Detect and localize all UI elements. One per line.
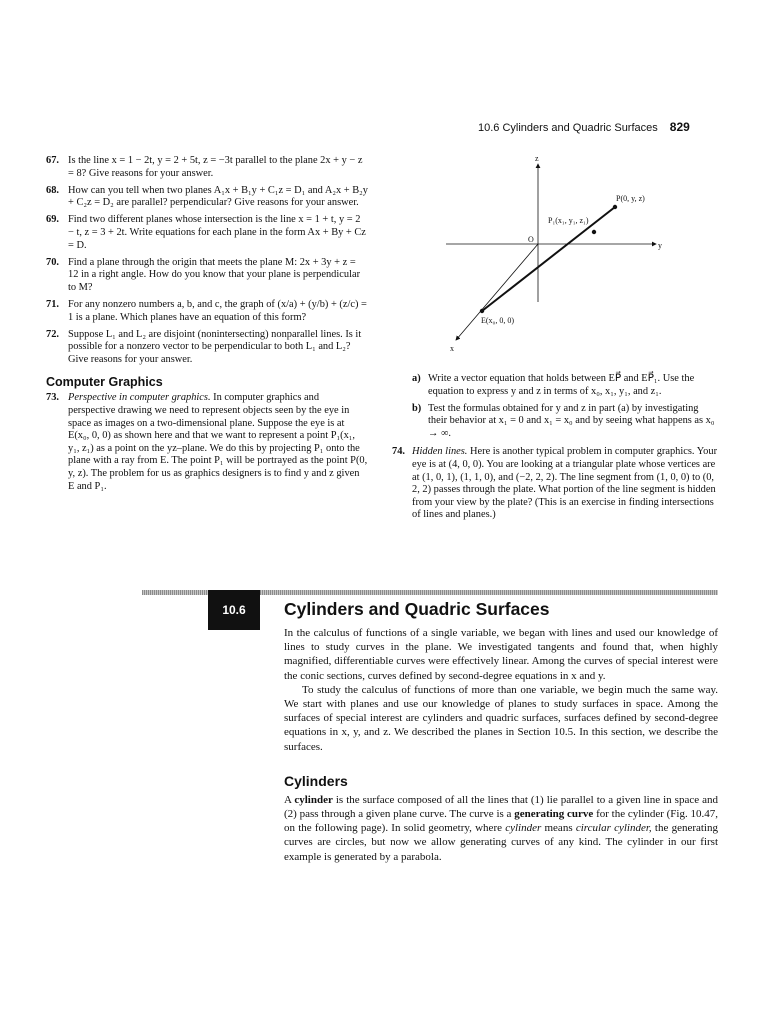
part-label: a) bbox=[412, 373, 421, 384]
x-axis-label: x bbox=[450, 344, 454, 353]
computer-graphics-heading: Computer Graphics bbox=[46, 375, 163, 390]
exercise-number: 73. bbox=[46, 392, 59, 404]
part-label: b) bbox=[412, 402, 422, 414]
exercise-70 bbox=[46, 257, 368, 295]
running-head bbox=[478, 120, 718, 134]
exercise-text: Suppose L₁ and L₂ are disjoint (nonintersecting) nonparallel lines. Is it possible for a nonzero vector to be perpendicular to both L₁ and L₂? Give reasons for your answer. bbox=[68, 328, 362, 365]
y-axis-label: y bbox=[658, 241, 662, 250]
point-e-label: E(x₀, 0, 0) bbox=[481, 316, 515, 325]
exercise-text: Find two different planes whose intersection is the line x = 1 + t, y = 2 − t, z = 3 + 2t. Write equations for each plane in the form Ax + By + Cz = D. bbox=[68, 214, 366, 251]
page-number: 829 bbox=[669, 120, 690, 134]
exercise-text: Here is another typical problem in computer graphics. Your eye is at (4, 0, 0). You are looking at a triangular plate whose vertices are at (1, 0, 1), (1, 1, 0), and (−2, 2, 2). The line segment from (1, 0, 0) to (0, 2, 2) passes through the plate. What portion of the line segment is hidden from your view by the plate? (This is an exercise in finding intersections of lines and planes.) bbox=[412, 446, 718, 521]
part-a bbox=[392, 373, 718, 398]
part-text: Write a vector equation that holds between EP⃗ and EP⃗₁. Use the equation to express y and z in terms of x₀, x₁, y₁, and z₁. bbox=[428, 373, 695, 397]
exercise-72 bbox=[46, 329, 368, 367]
term-generating-curve: generating curve bbox=[514, 808, 594, 821]
origin-label: O bbox=[528, 235, 534, 244]
point-p1-label: P₁(x₁, y₁, z₁) bbox=[548, 216, 589, 225]
part-text: Test the formulas obtained for y and z in part (a) by investigating their behavior at x₁ = 0 and x₁ = x₀ and by seeing what happens as x₀ → ∞. bbox=[428, 402, 715, 439]
perspective-diagram bbox=[430, 152, 680, 352]
exercise-text: In computer graphics and perspective drawing we need to represent objects seen by the eye in space as images on a two-dimensional plane. Suppose the eye is at E(x₀, 0, 0) as shown here and that we want to represent a point P₁(x₁, y₁, z₁) as a point on the yz–plane. We do this by projecting P₁ onto the plane with a ray from E. The point P₁ will be portrayed as the point P(0, y, z). The problem for us as graphics designers is to find y and z given E and P₁. bbox=[68, 392, 368, 492]
exercise-title: Hidden lines. bbox=[412, 446, 468, 458]
term-cylinder: cylinder bbox=[294, 793, 333, 806]
exercise-74 bbox=[392, 446, 718, 522]
text-run: means bbox=[541, 822, 576, 835]
exercise-number: 74. bbox=[392, 446, 405, 458]
exercise-68 bbox=[46, 185, 368, 210]
exercise-number: 71. bbox=[46, 298, 59, 310]
exercise-number: 68. bbox=[46, 184, 59, 196]
left-column bbox=[46, 155, 368, 498]
exercise-69 bbox=[46, 214, 368, 252]
exercise-number: 67. bbox=[46, 155, 59, 166]
perspective-figure bbox=[430, 152, 680, 352]
z-axis-label: z bbox=[535, 154, 539, 163]
intro-paragraph-2: To study the calculus of functions of more than one variable, we begin much the same way. We start with planes and use our knowledge of planes to study surfaces in space. Among the surfaces of special interest are cylinders and quadric surfaces, surfaces defined by second-degree equations in x, y, and z. We described the planes in Section 10.5. In this section, we describe the surfaces. bbox=[284, 683, 718, 753]
exercise-text: How can you tell when two planes A₁x + B₁y + C₁z = D₁ and A₂x + B₂y + C₂z = D₂ are parallel? perpendicular? Give reasons for your answer. bbox=[68, 184, 369, 209]
exercise-71 bbox=[46, 299, 368, 324]
x-axis bbox=[456, 244, 538, 340]
section-body bbox=[284, 626, 718, 864]
exercise-text: Find a plane through the origin that meets the plane M: 2x + 3y + z = 12 in a right angle. How do you know that your plane is perpendicular to M? bbox=[68, 256, 361, 293]
right-column bbox=[392, 373, 718, 522]
section-number-badge: 10.6 bbox=[208, 590, 260, 630]
exercise-number: 69. bbox=[46, 214, 59, 226]
point-p bbox=[613, 205, 617, 209]
exercise-text: Is the line x = 1 − 2t, y = 2 + 5t, z = −3t parallel to the plane 2x + y − z = 8? Give reasons for your answer. bbox=[68, 155, 363, 179]
running-head-section: 10.6 Cylinders and Quadric Surfaces bbox=[478, 122, 658, 134]
exercise-67 bbox=[46, 155, 368, 180]
point-p1 bbox=[592, 230, 596, 234]
text-run: is the surface composed of all the lines that (1) lie parallel to a given line in space and (2) pass through a given plane curve. The curve is a bbox=[284, 793, 718, 821]
emphasis-cylinder: cylinder bbox=[505, 822, 542, 835]
text-run: the generating curves are circles, but now we allow generating curves of any kind. The cylinder in our first example is generated by a parabola. bbox=[284, 822, 718, 863]
exercise-73 bbox=[46, 392, 368, 493]
exercise-text: For any nonzero numbers a, b, and c, the graph of (x/a) + (y/b) + (z/c) = 1 is a plane. Which planes have an equation of this form? bbox=[68, 298, 367, 323]
exercise-number: 70. bbox=[46, 256, 59, 268]
point-p-label: P(0, y, z) bbox=[616, 194, 645, 203]
emphasis-circular-cylinder: circular cylinder, bbox=[575, 822, 652, 835]
text-run: for the cylinder (Fig. 10.47, on the following page). In solid geometry, where bbox=[284, 808, 718, 835]
cylinders-paragraph bbox=[284, 793, 718, 864]
point-e bbox=[480, 309, 484, 313]
cylinders-heading: Cylinders bbox=[284, 772, 348, 789]
intro-paragraph-1: In the calculus of functions of a single variable, we began with lines and used our knowledge of lines to study curves in the plane. We investigated tangents and found that, when highly magnified, differentiable curves were effectively linear. Among the curves of special interest were the conic sections, curves defined by second-degree equations in x and y. bbox=[284, 627, 718, 682]
part-b bbox=[392, 403, 718, 441]
text-run: A bbox=[284, 793, 295, 806]
exercise-number: 72. bbox=[46, 328, 59, 340]
section-title: Cylinders and Quadric Surfaces bbox=[284, 599, 550, 619]
exercise-title: Perspective in computer graphics. bbox=[68, 392, 211, 404]
